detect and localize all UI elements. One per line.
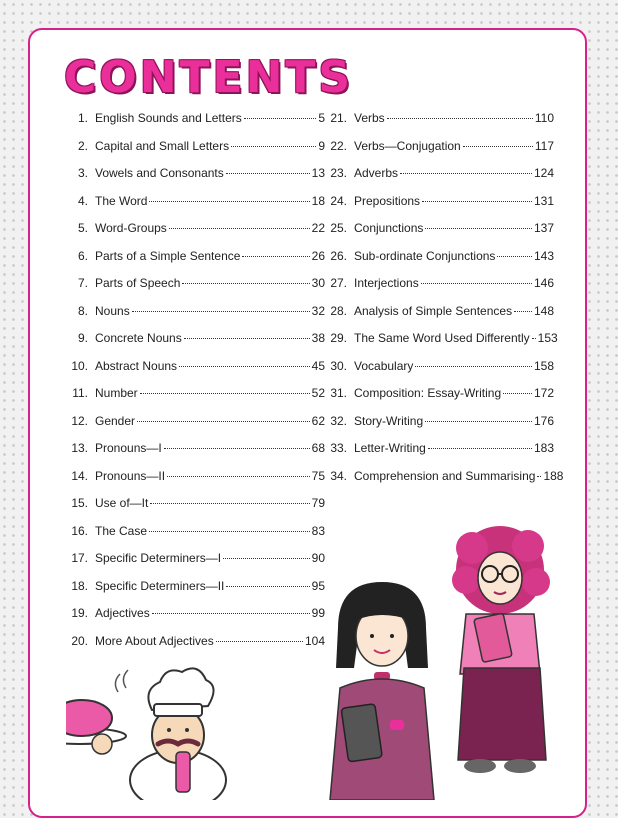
toc-entry-title: Gender: [95, 413, 136, 428]
toc-entry: [323, 331, 558, 359]
toc-entry: [323, 139, 554, 167]
toc-entry-number: 16.: [71, 523, 88, 538]
toc-entry: [323, 111, 554, 139]
toc-entry-title: Specific Determiners—I: [95, 551, 222, 565]
toc-leader-dots: [226, 586, 309, 587]
woman-with-book-illustration: [452, 518, 552, 780]
toc-entry-page: 18: [311, 193, 325, 208]
toc-entry-number: 1.: [77, 111, 88, 125]
toc-list-left: [64, 111, 325, 661]
toc-entry-page: 153: [537, 331, 558, 345]
toc-entry-page: 52: [311, 386, 325, 400]
toc-leader-dots: [182, 283, 309, 284]
toc-leader-dots: [164, 448, 310, 449]
toc-entry-title: Number: [95, 386, 138, 400]
toc-entry: [323, 441, 554, 469]
toc-leader-dots: [223, 558, 310, 559]
toc-entry-number: 2.: [77, 138, 88, 153]
toc-entry-number: 23.: [330, 166, 347, 180]
toc-leader-dots: [387, 118, 533, 119]
toc-entry-page: 131: [533, 193, 554, 208]
toc-entry: [64, 606, 325, 634]
toc-entry: [64, 551, 325, 579]
page-title: CONTENTS: [64, 52, 354, 103]
toc-entry: [64, 579, 325, 607]
toc-leader-dots: [415, 366, 532, 367]
toc-entry-title: Adjectives: [95, 606, 150, 620]
toc-entry-number: 18.: [71, 578, 88, 593]
toc-entry-number: 19.: [71, 606, 88, 620]
toc-entry-page: 30: [311, 276, 325, 290]
toc-entry: [64, 469, 325, 497]
toc-entry-number: 3.: [77, 166, 88, 180]
toc-entry-title: Parts of a Simple Sentence: [95, 248, 241, 263]
toc-entry-number: 20.: [71, 633, 88, 648]
toc-entry-title: Sub-ordinate Conjunctions: [354, 248, 496, 263]
toc-entry-title: Interjections: [354, 276, 419, 290]
toc-entry-page: 188: [543, 468, 564, 483]
toc-entry: [64, 496, 325, 524]
toc-list-right: [323, 111, 564, 496]
toc-entry-page: 38: [311, 331, 325, 345]
toc-entry-number: 7.: [77, 276, 88, 290]
toc-leader-dots: [425, 228, 532, 229]
toc-entry-page: 117: [534, 138, 554, 153]
toc-entry-title: Prepositions: [354, 193, 421, 208]
toc-entry-title: Concrete Nouns: [95, 331, 182, 345]
toc-entry-title: The Word: [95, 193, 148, 208]
toc-leader-dots: [152, 613, 310, 614]
toc-entry-number: 6.: [77, 248, 88, 263]
toc-entry-page: 104: [304, 633, 325, 648]
toc-entry-number: 26.: [330, 248, 347, 263]
toc-leader-dots: [184, 338, 310, 339]
toc-leader-dots: [150, 503, 309, 504]
toc-leader-dots: [463, 146, 533, 147]
toc-entry-title: Pronouns—I: [95, 441, 162, 455]
toc-leader-dots: [537, 476, 541, 477]
toc-entry: [64, 331, 325, 359]
toc-entry-number: 12.: [71, 413, 88, 428]
toc-entry-page: 176: [533, 413, 554, 428]
toc-leader-dots: [400, 173, 532, 174]
toc-entry: [64, 276, 325, 304]
toc-entry: [323, 304, 554, 332]
toc-entry: [323, 249, 554, 277]
toc-entry-title: Specific Determiners—II: [95, 578, 225, 593]
toc-entry-number: 29.: [330, 331, 347, 345]
toc-entry-number: 28.: [330, 303, 347, 318]
toc-entry-page: 75: [311, 468, 325, 483]
toc-entry-page: 146: [533, 276, 554, 290]
toc-entry-title: Nouns: [95, 303, 130, 318]
toc-entry-title: Pronouns—II: [95, 468, 166, 483]
toc-entry-page: 9: [318, 138, 325, 153]
toc-entry: [64, 139, 325, 167]
toc-entry-title: Adverbs: [354, 166, 399, 180]
toc-entry-title: English Sounds and Letters: [95, 111, 242, 125]
toc-entry: [323, 468, 564, 497]
toc-entry-number: 32.: [330, 413, 347, 428]
toc-entry-page: 137: [533, 221, 554, 235]
toc-entry: [64, 221, 325, 249]
toc-entry-title: Word-Groups: [95, 221, 167, 235]
toc-leader-dots: [149, 531, 310, 532]
toc-entry-page: 13: [311, 166, 325, 180]
toc-entry-number: 25.: [330, 221, 347, 235]
toc-entry-title: Analysis of Simple Sentences: [354, 303, 513, 318]
toc-entry: [64, 166, 325, 194]
toc-entry-number: 8.: [77, 303, 88, 318]
toc-entry-title: Abstract Nouns: [95, 358, 178, 373]
toc-entry-title: Verbs: [354, 111, 385, 125]
toc-entry-title: Letter-Writing: [354, 441, 426, 455]
toc-leader-dots: [242, 256, 309, 257]
toc-entry-number: 15.: [71, 496, 88, 510]
toc-entry: [64, 111, 325, 139]
toc-entry-page: 68: [311, 441, 325, 455]
chef-illustration: [66, 640, 266, 800]
toc-leader-dots: [503, 393, 532, 394]
toc-entry-title: Parts of Speech: [95, 276, 181, 290]
toc-leader-dots: [421, 283, 532, 284]
toc-entry-page: 148: [533, 303, 554, 318]
toc-entry-title: The Same Word Used Differently: [354, 331, 530, 345]
toc-entry-page: 95: [311, 578, 325, 593]
toc-entry: [64, 524, 325, 552]
toc-entry: [323, 276, 554, 304]
toc-leader-dots: [149, 201, 309, 202]
toc-entry-page: 143: [533, 248, 554, 263]
toc-entry-number: 9.: [77, 331, 88, 345]
toc-entry-title: Story-Writing: [354, 413, 424, 428]
toc-entry-title: The Case: [95, 523, 148, 538]
toc-entry-number: 13.: [71, 441, 88, 455]
toc-entry-number: 21.: [330, 111, 347, 125]
toc-entry-page: 5: [318, 111, 325, 125]
toc-entry-title: Verbs—Conjugation: [354, 138, 461, 153]
toc-entry-number: 22.: [330, 138, 347, 153]
toc-entry-title: More About Adjectives: [95, 633, 214, 648]
toc-entry: [323, 359, 554, 387]
toc-entry-number: 30.: [330, 358, 347, 373]
toc-entry-page: 124: [533, 166, 554, 180]
toc-entry: [64, 304, 325, 332]
toc-entry-page: 26: [311, 248, 325, 263]
toc-entry: [64, 414, 325, 442]
toc-entry-page: 110: [534, 111, 554, 125]
toc-entry: [323, 221, 554, 249]
toc-entry: [64, 359, 325, 387]
toc-entry-number: 4.: [77, 193, 88, 208]
toc-entry: [64, 249, 325, 277]
toc-entry-page: 99: [311, 606, 325, 620]
toc-leader-dots: [244, 118, 317, 119]
toc-entry-title: Vocabulary: [354, 358, 414, 373]
toc-leader-dots: [497, 256, 532, 257]
toc-entry-page: 32: [311, 303, 325, 318]
toc-entry: [323, 414, 554, 442]
toc-entry-page: 79: [311, 496, 325, 510]
toc-entry-page: 183: [533, 441, 554, 455]
toc-entry-number: 34.: [330, 468, 347, 483]
toc-leader-dots: [425, 421, 532, 422]
toc-entry-title: Composition: Essay-Writing: [354, 386, 502, 400]
toc-leader-dots: [226, 173, 310, 174]
toc-leader-dots: [167, 476, 310, 477]
toc-entry-number: 31.: [330, 386, 347, 400]
toc-entry-page: 62: [311, 413, 325, 428]
toc-entry-title: Capital and Small Letters: [95, 138, 230, 153]
toc-entry-number: 27.: [330, 276, 347, 290]
toc-leader-dots: [179, 366, 310, 367]
toc-entry-title: Vowels and Consonants: [95, 166, 224, 180]
toc-entry-title: Conjunctions: [354, 221, 424, 235]
toc-leader-dots: [137, 421, 310, 422]
toc-leader-dots: [532, 338, 536, 339]
toc-leader-dots: [169, 228, 310, 229]
toc-entry-page: 83: [311, 523, 325, 538]
toc-leader-dots: [428, 448, 532, 449]
toc-entry-number: 17.: [71, 551, 88, 565]
toc-entry-page: 172: [533, 386, 554, 400]
toc-leader-dots: [514, 311, 532, 312]
toc-entry-page: 22: [311, 221, 325, 235]
toc-entry-page: 90: [311, 551, 325, 565]
toc-entry: [64, 194, 325, 222]
girl-with-tablet-illustration: [320, 578, 442, 800]
toc-entry: [323, 386, 554, 414]
toc-entry-number: 33.: [330, 441, 347, 455]
toc-leader-dots: [132, 311, 310, 312]
toc-entry-title: Comprehension and Summarising: [354, 468, 536, 483]
toc-entry-number: 10.: [71, 358, 88, 373]
toc-entry-number: 14.: [71, 468, 88, 483]
toc-entry-title: Use of—It: [95, 496, 149, 510]
toc-leader-dots: [422, 201, 532, 202]
toc-entry: [323, 194, 554, 222]
toc-entry-number: 11.: [72, 386, 88, 400]
toc-entry-page: 158: [533, 358, 554, 373]
toc-entry-page: 45: [311, 358, 325, 373]
toc-entry: [64, 441, 325, 469]
toc-leader-dots: [140, 393, 310, 394]
toc-entry: [323, 166, 554, 194]
toc-entry-number: 24.: [330, 193, 347, 208]
toc-entry-number: 5.: [77, 221, 88, 235]
toc-entry: [64, 386, 325, 414]
toc-leader-dots: [231, 146, 316, 147]
